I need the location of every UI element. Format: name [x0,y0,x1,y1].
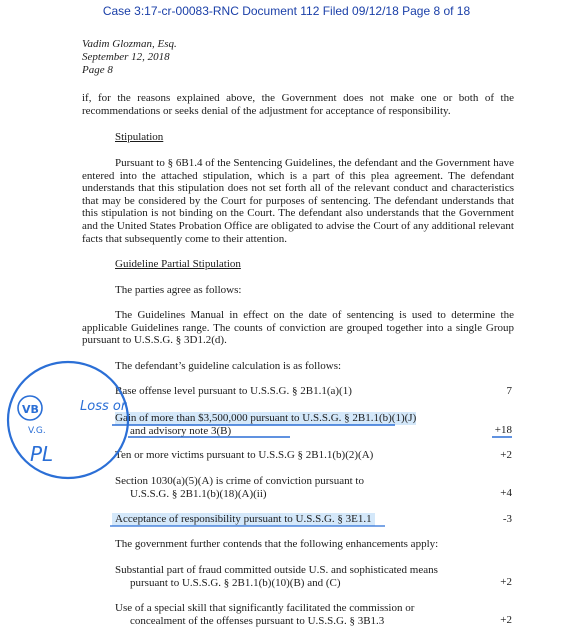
loss-or-note: Loss or [80,399,127,414]
enh-row-fraud-value: +2 [500,576,512,588]
calc-row-gain-line-1: Gain of more than $3,500,000 pursuant to U.S.S.G. § 2B1.1(b)(1)(J) [115,412,417,424]
stipulation-paragraph: Pursuant to § 6B1.4 of the Sentencing Guidelines, the defendant and the Government have entered into the attached stipulation, which is a part of this plea agreement. The defendant understands that this stipulation does not set forth all of the relevant conduct and characteristics that may be considered by the Court for purposes of sentencing. The defendant understands that this stipulation is not binding on the Court. The defendant also understands that the Government and the United States Probation Office are obligated to advise the Court of any additional relevant facts that subsequently come to their attention. [82,157,514,245]
calc-row-gain-line-2: and advisory note 3(B) [130,424,232,437]
case-header: Case 3:17-cr-00083-RNC Document 112 Filed 09/12/18 Page 8 of 18 [102,4,471,18]
calc-row-section-line-1: Section 1030(a)(5)(A) is crime of conviction pursuant to [115,475,364,487]
initials-circle [18,396,42,420]
calc-row-base-value: 7 [506,385,512,397]
calc-row-gain-value: +18 [494,424,512,436]
enh-row-skill-line-1: Use of a special skill that significantly facilitated the commission or [115,602,415,614]
intro-paragraph: if, for the reasons explained above, the Government does not make one or both of the recommendations or seeks denial of the adjustment for acceptance of responsibility. [82,92,514,117]
enh-row-skill-label [115,602,414,627]
calc-row-section-label [115,475,364,500]
pl-initials: PL [30,442,54,466]
calc-row-section-value: +4 [500,487,512,499]
partial-stipulation-heading: Guideline Partial Stipulation [115,258,241,270]
calc-row-victims-value: +2 [500,449,512,461]
enh-row-fraud-line-1: Substantial part of fraud committed outside U.S. and sophisticated means [115,564,438,576]
manual-paragraph: The Guidelines Manual in effect on the date of sentencing is used to determine the applicable Guidelines range. The counts of conviction are grouped together into a single Group pursuant to U.S.S.G. § 3D1.2(d). [82,309,514,347]
ink-circle [8,362,128,478]
enh-row-fraud-line-2: pursuant to U.S.S.G. § 2B1.1(b)(10)(B) and (C) [130,576,341,589]
enhancements-intro: The government further contends that the following enhancements apply: [115,538,439,550]
calc-row-section-line-2: U.S.S.G. § 2B1.1(b)(18)(A)(ii) [130,487,267,500]
calc-row-acceptance-value: -3 [502,513,512,525]
calc-row-victims-label: Ten or more victims pursuant to U.S.S.G § 2B1.1(b)(2)(A) [115,449,374,461]
initials-text: VB [22,403,39,416]
recipient-name: Vadim Glozman, Esq. [82,38,177,50]
parties-agree: The parties agree as follows: [115,284,242,296]
letter-page: Page 8 [82,64,113,76]
calc-row-base-label: Base offense level pursuant to U.S.S.G. § 2B1.1(a)(1) [115,385,352,397]
enh-row-fraud-label [115,564,438,589]
calc-row-gain-label [115,412,416,437]
enh-row-skill-line-2: concealment of the offenses pursuant to U.S.S.G. § 3B1.3 [130,614,385,627]
calc-row-acceptance-label: Acceptance of responsibility pursuant to U.S.S.G. § 3E1.1 [112,513,375,526]
vg-initials: V.G. [28,426,46,436]
calculation-intro: The defendant’s guideline calculation is as follows: [115,360,342,372]
letterhead [82,38,177,77]
enh-row-skill-value: +2 [500,614,512,626]
letter-date: September 12, 2018 [82,51,170,63]
stipulation-heading: Stipulation [115,131,164,143]
